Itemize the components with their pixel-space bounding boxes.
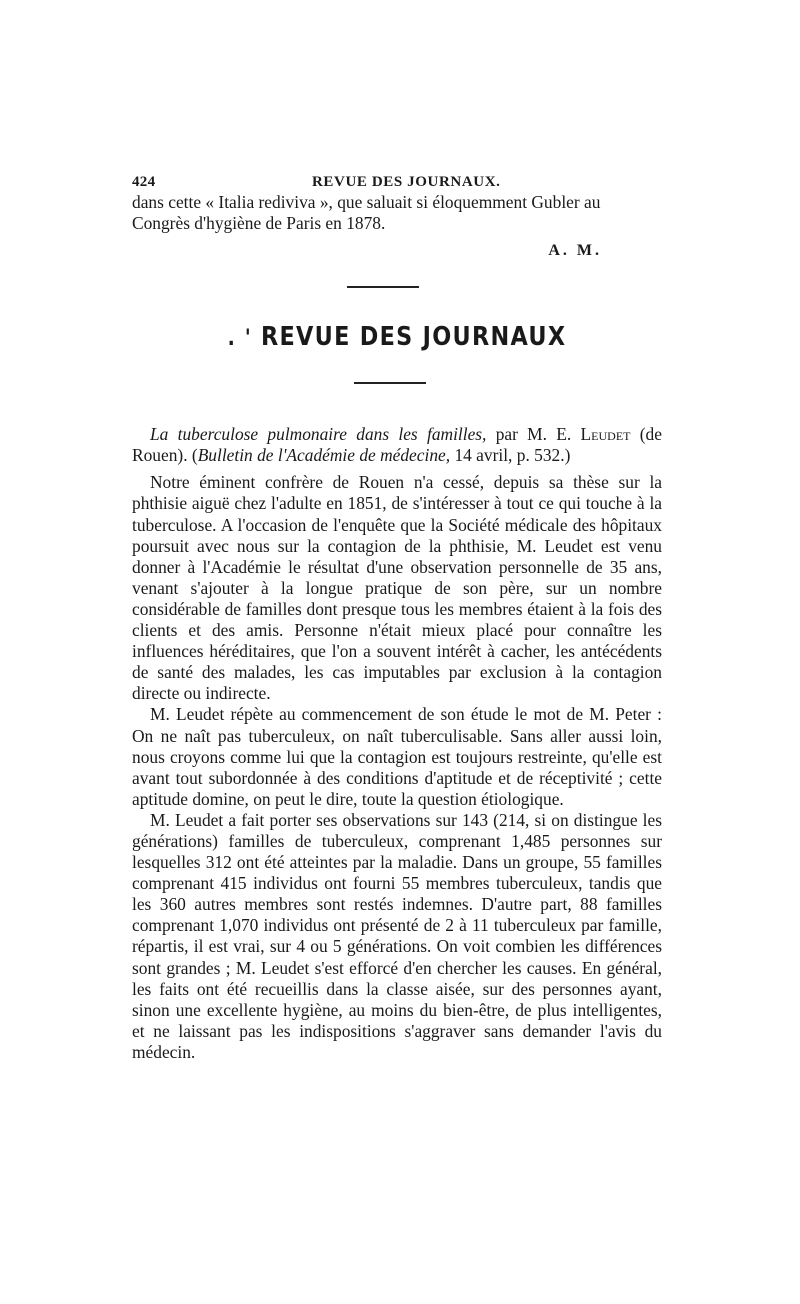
separator-rule: [347, 286, 419, 288]
paragraph: M. Leudet a fait porter ses observations sur 143 (214, si on distingue les générations) familles de tuberculeux, comprenant 1,485 personnes sur lesquelles 312 ont été atteintes par la maladie. Dans un groupe, 55 familles comprenant 415 individus ont fourni 55 membres tuberculeux, tandis que les 360 autres membres sont restés indemnes. D'autre part, 88 familles comprenant 1,070 individus ont présenté de 2 à 11 tuberculeux par famille, répartis, il est vrai, sur 4 ou 5 générations. On voit combien les différences sont grandes ; M. Leudet s'est efforcé d'en chercher les causes. En général, les faits ont été recueillis dans la classe aisée, sur des personnes ayant, sinon une excellente hygiène, au moins du bien-être, de plus intelligentes, et ne laissant pas les indispositions s'aggraver sans demander l'avis du médecin.: [132, 809, 662, 1062]
heading-ornament: . ': [227, 326, 253, 352]
article-reference: [132, 424, 662, 466]
separator-rule: [354, 382, 426, 384]
article-title: La tuberculose pulmonaire dans les familles,: [150, 424, 487, 445]
ref-by: par M. E.: [486, 424, 581, 445]
running-title: REVUE DES JOURNAUX.: [312, 174, 501, 190]
journal-name: Bulletin de l'Académie de médecine,: [197, 445, 451, 466]
text-line: Congrès d'hygiène de Paris en 1878.: [132, 213, 386, 234]
running-head: [132, 168, 662, 192]
paragraph: Notre éminent confrère de Rouen n'a cessé, depuis sa thèse sur la phthisie aiguë chez l'adulte en 1851, de s'intéresser à tout ce qui touche à la tuberculose. A l'occasion de l'enquête que la Société médicale des hôpitaux poursuit avec nous sur la contagion de la phthisie, M. Leudet est venu donner à l'Académie le résultat d'une observation personnelle de 35 ans, venant s'ajouter à la longue pratique de son père, sur un nombre considérable de familles dont presque tous les membres étaient à la fois des clients et des amis. Personne n'était mieux placé pour connaître les influences héréditaires, que l'on a souvent intérêt à cacher, les antécédents de santé des malades, les cas imputables par exclusion à la contagion directe ou indirecte.: [132, 472, 662, 704]
article-author: Leudet: [580, 424, 631, 445]
section-heading: [169, 322, 625, 352]
previous-article-ending: [132, 192, 662, 234]
page-number: 424: [132, 174, 156, 190]
article-body: [132, 472, 662, 1063]
paragraph: M. Leudet répète au commencement de son étude le mot de M. Peter : On ne naît pas tuberculeux, on naît tuberculisable. Sans aller aussi loin, nous croyons comme lui que la contagion est toujours restreinte, qu'elle est avant tout subordonnée à des conditions d'aptitude et de réceptivité ; cette aptitude domine, on peut le dire, toute la question étiologique.: [132, 704, 662, 809]
section-heading-text: REVUE DES JOURNAUX: [260, 322, 567, 353]
ref-place: (de Rouen). (: [132, 424, 662, 466]
author-signature: A. M.: [548, 242, 602, 260]
text-line: dans cette « Italia rediviva », que saluait si éloquemment Gubler au: [132, 192, 601, 212]
ref-date: 14 avril, p. 532.): [450, 445, 571, 466]
page: [132, 168, 662, 1063]
